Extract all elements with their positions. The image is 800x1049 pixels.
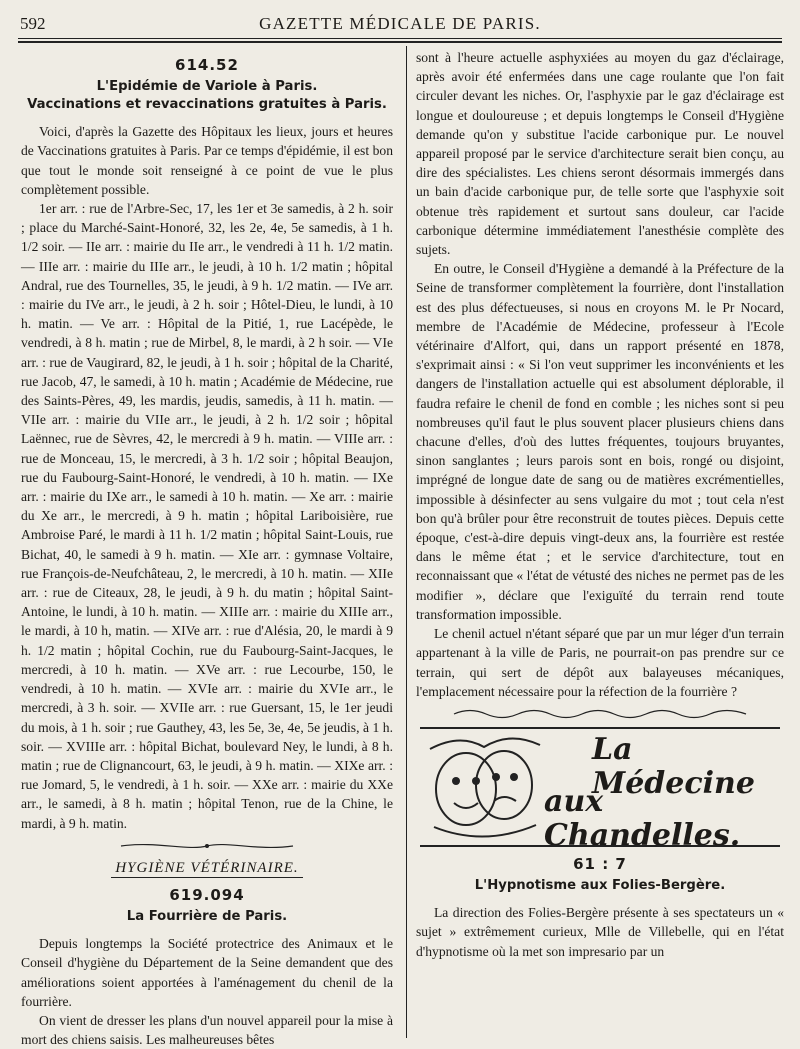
page-number: 592	[20, 14, 46, 33]
article-paragraph: Depuis longtemps la Société protectrice des Animaux et le Conseil d'hygiène du Département de la Seine demandent que des améliorations soient apportées à l'aménagement du chenil de la fourrière.	[21, 936, 393, 1009]
article-number: 61 : 7	[573, 854, 627, 873]
running-head: GAZETTE MÉDICALE DE PARIS.	[259, 14, 541, 33]
article-intro: Voici, d'après la Gazette des Hôpitaux les lieux, jours et heures de Vaccinations gratuites à Paris. Par ce temps d'épidémie, il est bon que tout le monde soit renseigné à ce point de vue le plus complètement possible.	[21, 124, 393, 197]
column-rule	[406, 46, 407, 1038]
article-title: L'Hypnotisme aux Folies-Bergère.	[474, 878, 726, 894]
header-rule	[18, 38, 782, 43]
vaccination-list: 1er arr. : rue de l'Arbre-Sec, 17, les 1er et 3e samedis, à 2 h. soir ; place du Marché-Saint-Honoré, 32, les 2e, 4e, 5e samedis, à 1 h. 1/2 soir. — IIe arr. : mairie du IIe arr., le vendredi à 11 h. 1/2 matin. — IIIe arr. : mairie du IIIe arr., le jeudi, à 10 h. 1/2 matin ; hôpital Andral, rue des Tournelles, 35, le jeudi, à 9 h. 1/2 matin. — IVe arr. : mairie du IVe arr., le jeudi, à 2 h. soir ; Hôtel-Dieu, le lundi, à 10 h. matin. — Ve arr. : Hôpital de la Pitié, 1, rue Lacépède, le vendredi, à 8 h. matin ; rue de Mirbel, 8, le mardi, à 2 h soir. — VIe arr. : rue de Vaugirard, 82, le jeudi, à 1 h. soir ; hôpital de la Charité, rue Jacob, 47, le samedi, à 10 h. matin ; Académie de Médecine, rue des Saints-Pères, 49, les mardis, jeudis, samedis, à 11 h. matin. — VIIe arr. : mairie du VIIe arr., le jeudi, à 2 h. 1/2 soir ; hôpital Laënnec, rue de Sèvres, 42, le mercredi à 9 h. matin. — VIIIe arr. : rue de Monceau, 15, le mercredi, à 3 h. 1/2 soir ; hôpital Beaujon, rue du Faubourg-Saint-Honoré, le vendredi, à 10 h. matin. — IXe arr. : mairie du IXe arr., le samedi à 10 h. matin. — Xe arr. : mairie du Xe arr., le mercredi, à 9 h. matin ; hôpital Lariboisière, rue Ambroise Paré, le mardi à 11 h. 1/2 matin ; hôpital Saint-Louis, rue Bichat, 40, le samedi à 9 h. matin. — XIe arr. : gymnase Voltaire, rue François-de-Neufchâteau, 2, le mercredi, à 10 h. matin. — XIIe arr. : rue de Citeaux, 28, le jeudi, à 9 h. du matin ; hôpital Saint-Antoine, le lundi, à 10 h. matin. — XIIIe arr. : mairie du XIIIe arr., le mardi, à 10 h, matin. — XIVe arr. : rue d'Alésia, 20, le mardi à 9 h. 1/2 matin ; hôpital Cochin, rue du Faubourg-Saint-Jacques, le mercredi, à 10 h. matin. — XVe arr. : rue Lecourbe, 150, le vendredi, à 10 h. matin. — XVIe arr. : mairie du XVIe arr., le mercredi, à 3 h. soir. — XVIIe arr. : rue Guersant, 15, le 1er jeudi du mois, à 1 h. soir ; rue Gauthey, 43, les 5e, 3e, 4e, 5e jeudis, à 1 h. soir. — XVIIIe arr. : hôpital Bichat, boulevard Ney, le lundi, à 8 h. matin ; rue de Clignancourt, 63, le jeudi, à 9 h. matin. — XIXe arr. : rue Jomard, 5, le vendredi, à 1 h. soir. — XXe arr. : mairie du XXe arr., le samedi, à 8 h. matin ; hôpital Tenon, rue de la Chine, le mardi, à 9 h. matin.	[21, 201, 393, 831]
section-heading-text: HYGIÈNE VÉTÉRINAIRE.	[111, 860, 302, 878]
banner-rule	[420, 845, 780, 847]
masthead-banner	[416, 727, 784, 853]
article-paragraph: Le chenil actuel n'étant séparé que par un mur léger d'un terrain appartenant à la ville de Paris, ne pourrait-on pas prendre sur ce terrain, qui sert de dépôt aux balayeuses mécaniques, l'emplacement nécessaire pour la réfection de la fourrière ?	[416, 626, 784, 699]
banner-title-line2: aux Chandelles.	[544, 783, 741, 853]
article-number: 619.094	[169, 885, 245, 904]
right-column	[416, 48, 784, 961]
article-paragraph: La direction des Folies-Bergère présente à ses spectateurs un « sujet » extrêmement curieux, Mlle de Villebelle, qui en l'état d'hypnotisme où la met son impresario par un	[416, 905, 784, 959]
flourish-ornament-icon	[117, 839, 297, 853]
article-paragraph: En outre, le Conseil d'Hygiène a demandé à la Préfecture de la Seine de transformer complètement la fourrière, dont l'installation est des plus défectueuses, si nous en croyons M. le Pr Nocard, membre de l'Académie de Médecine, professeur à l'Ecole vétérinaire d'Alfort, qui, dans un rapport présenté en 1878, s'exprimait ainsi : « Si l'on veut supprimer les inconvénients et les dangers de l'installation actuelle qui est absolument déplorable, il faudra refaire le chenil de fond en comble ; les niches sont si peu nombreuses qu'il faut le plus souvent placer plusieurs chiens dans chacune d'elles, d'où des luttes fréquentes, toujours bruyantes, sinon sanglantes ; leurs parois sont en bois, rongé ou disjoint, imprégné de longue date de sang ou de matières excrémentielles, impossible à désinfecter au sens vulgaire du mot ; tout cela n'est bon qu'à brûler pour être reconstruit de toutes pièces. Depuis cette époque, c'est-à-dire depuis vingt-deux ans, la fourrière est restée dans le même état ; et le service d'architecture, tout en reconnaissant que « l'état de vétusté des niches ne permet pas de les modifier », déclare que l'exiguïté du terrain rend toute transformation impossible.	[416, 261, 784, 622]
article-title: La Fourrière de Paris.	[126, 909, 288, 925]
article-subtitle: Vaccinations et revaccinations gratuites à Paris.	[27, 97, 387, 113]
left-column	[21, 48, 393, 1049]
article-title: L'Epidémie de Variole à Paris.	[96, 79, 318, 95]
section-heading	[21, 859, 393, 878]
article-paragraph: sont à l'heure actuelle asphyxiées au moyen du gaz d'éclairage, après avoir été enfermées dans une cage roulante que l'on fait circuler devant les niches. Or, l'asphyxie par le gaz d'éclairage est longue et douloureuse ; et depuis longtemps le Conseil d'Hygiène demande qu'on y substitue l'acide carbonique pur. Le nouvel appareil proposé par le service d'architecture serait bien conçu, au dire des spécialistes. Les chiens seront désormais immergés dans un bain d'acide carbonique pur, de telle sorte que l'asphyxie soit obtenue très rapidement et surtout sans douleur, car l'acide carbonique détermine immédiatement l'anesthésie complète des sujets.	[416, 50, 784, 258]
banner-title-line1: La Médecine	[592, 731, 755, 801]
article-number: 614.52	[175, 56, 239, 74]
article-paragraph: On vient de dresser les plans d'un nouvel appareil pour la mise à mort des chiens saisis. Les malheureuses bêtes	[21, 1012, 393, 1048]
flourish-ornament-icon	[450, 707, 750, 721]
masks-illustration-icon	[420, 727, 548, 845]
